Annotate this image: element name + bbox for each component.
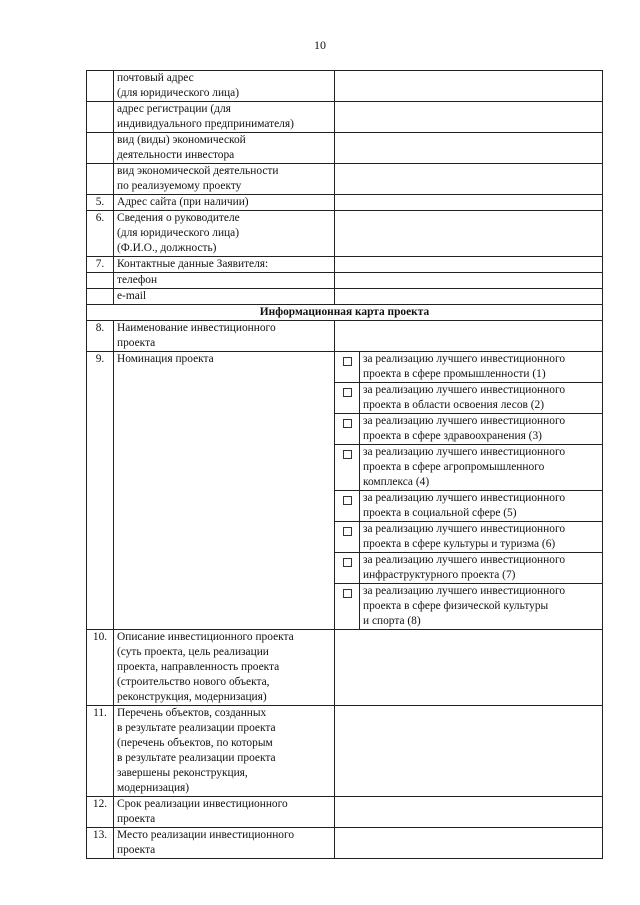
- label-line: проекта, направленность проекта: [117, 661, 280, 673]
- label-line: вид экономической деятельности: [117, 165, 279, 177]
- field-label: [114, 257, 335, 273]
- value-field[interactable]: [335, 706, 603, 797]
- value-field[interactable]: [335, 211, 603, 257]
- nomination-checkbox-cell: [335, 383, 360, 414]
- nomination-option-label: [360, 553, 603, 584]
- value-field[interactable]: [335, 257, 603, 273]
- field-label: [114, 211, 335, 257]
- label-line: Наименование инвестиционного: [117, 322, 276, 334]
- label-line: Срок реализации инвестиционного: [117, 798, 288, 810]
- table-row: [87, 211, 603, 257]
- label-line: проекта в социальной сфере (5): [363, 507, 517, 519]
- nomination-checkbox-cell: [335, 414, 360, 445]
- nomination-checkbox[interactable]: [343, 558, 352, 567]
- nomination-checkbox[interactable]: [343, 388, 352, 397]
- row-number: 10.: [87, 630, 114, 706]
- label-line: инфраструктурного проекта (7): [363, 569, 516, 581]
- label-line: проекта в области освоения лесов (2): [363, 399, 545, 411]
- label-line: Контактные данные Заявителя:: [117, 258, 269, 270]
- label-line: в результате реализации проекта: [117, 752, 276, 764]
- table-row: [87, 273, 603, 289]
- value-field[interactable]: [335, 133, 603, 164]
- value-field[interactable]: [335, 164, 603, 195]
- label-line: деятельности инвестора: [117, 149, 235, 161]
- label-line: проекта в сфере агропромышленного: [363, 461, 545, 473]
- label-line: (строительство нового объекта,: [117, 676, 270, 688]
- label-line: (Ф.И.О., должность): [117, 242, 217, 254]
- nomination-checkbox-cell: [335, 445, 360, 491]
- label-line: индивидуального предпринимателя): [117, 118, 294, 130]
- label-line: по реализуемому проекту: [117, 180, 242, 192]
- value-field[interactable]: [335, 273, 603, 289]
- table-row: [87, 102, 603, 133]
- value-field[interactable]: [335, 102, 603, 133]
- label-line: комплекса (4): [363, 476, 430, 488]
- field-label: Номинация проекта: [114, 352, 335, 630]
- table-row: [87, 133, 603, 164]
- label-line: за реализацию лучшего инвестиционного: [363, 523, 566, 535]
- label-line: проекта: [117, 337, 156, 349]
- field-label: [114, 133, 335, 164]
- field-label: [114, 321, 335, 352]
- row-number: 5.: [87, 195, 114, 211]
- label-line: проекта в сфере физической культуры: [363, 600, 549, 612]
- label-line: за реализацию лучшего инвестиционного: [363, 384, 566, 396]
- label-line: e-mail: [117, 290, 147, 302]
- label-line: Место реализации инвестиционного: [117, 829, 295, 841]
- label-line: проекта: [117, 844, 156, 856]
- nomination-option-label: [360, 352, 603, 383]
- table-row: [87, 289, 603, 305]
- label-line: телефон: [117, 274, 158, 286]
- nomination-option-label: [360, 491, 603, 522]
- label-line: (для юридического лица): [117, 87, 239, 99]
- page-number: 10: [314, 38, 326, 52]
- label-line: проекта: [117, 813, 156, 825]
- value-field[interactable]: [335, 71, 603, 102]
- row-number: 11.: [87, 706, 114, 797]
- row-number: 7.: [87, 257, 114, 273]
- field-label: [114, 71, 335, 102]
- label-line: модернизация): [117, 782, 190, 794]
- table-row: [87, 828, 603, 859]
- nomination-option-label: [360, 383, 603, 414]
- value-field[interactable]: [335, 195, 603, 211]
- label-line: вид (виды) экономической: [117, 134, 246, 146]
- nomination-checkbox[interactable]: [343, 357, 352, 366]
- label-line: проекта в сфере культуры и туризма (6): [363, 538, 556, 550]
- value-field[interactable]: [335, 828, 603, 859]
- field-label: [114, 164, 335, 195]
- label-line: (суть проекта, цель реализации: [117, 646, 269, 658]
- section-title: Информационная карта проекта: [87, 305, 603, 321]
- label-line: за реализацию лучшего инвестиционного: [363, 554, 566, 566]
- label-line: завершены реконструкция,: [117, 767, 248, 779]
- table-row: [87, 706, 603, 797]
- label-line: за реализацию лучшего инвестиционного: [363, 415, 566, 427]
- nomination-checkbox[interactable]: [343, 419, 352, 428]
- value-field[interactable]: [335, 630, 603, 706]
- row-number: 12.: [87, 797, 114, 828]
- nomination-checkbox-cell: [335, 352, 360, 383]
- row-number: 8.: [87, 321, 114, 352]
- row-number: 13.: [87, 828, 114, 859]
- row-number: 9.: [87, 352, 114, 630]
- label-line: и спорта (8): [363, 615, 421, 627]
- table-row: [87, 321, 603, 352]
- table-row: [87, 257, 603, 273]
- nomination-checkbox[interactable]: [343, 496, 352, 505]
- row-number: 6.: [87, 211, 114, 257]
- label-line: за реализацию лучшего инвестиционного: [363, 446, 566, 458]
- label-line: за реализацию лучшего инвестиционного: [363, 353, 566, 365]
- field-label: [114, 630, 335, 706]
- nomination-option-label: [360, 414, 603, 445]
- field-label: [114, 706, 335, 797]
- label-line: (для юридического лица): [117, 227, 239, 239]
- table-row: [87, 797, 603, 828]
- value-field[interactable]: [335, 289, 603, 305]
- field-label: [114, 195, 335, 211]
- section-row: [87, 305, 603, 321]
- field-label: [114, 102, 335, 133]
- label-line: Адрес сайта (при наличии): [117, 196, 249, 208]
- nomination-option-label: [360, 584, 603, 630]
- nomination-checkbox-cell: [335, 491, 360, 522]
- row-number: [87, 133, 114, 164]
- nomination-checkbox[interactable]: [343, 589, 352, 598]
- row-number: [87, 71, 114, 102]
- label-line: реконструкция, модернизация): [117, 691, 267, 703]
- table-row: [87, 71, 603, 102]
- label-line: адрес регистрации (для: [117, 103, 231, 115]
- field-label: [114, 797, 335, 828]
- label-line: в результате реализации проекта: [117, 722, 276, 734]
- nomination-checkbox-cell: [335, 522, 360, 553]
- row-number: [87, 289, 114, 305]
- row-number: [87, 273, 114, 289]
- table-row: [87, 164, 603, 195]
- row-number: [87, 164, 114, 195]
- field-label: [114, 289, 335, 305]
- nomination-checkbox[interactable]: [343, 527, 352, 536]
- label-line: Описание инвестиционного проекта: [117, 631, 294, 643]
- nomination-checkbox-cell: [335, 584, 360, 630]
- field-label: [114, 273, 335, 289]
- label-line: за реализацию лучшего инвестиционного: [363, 585, 566, 597]
- row-number: [87, 102, 114, 133]
- label-line: (перечень объектов, по которым: [117, 737, 273, 749]
- table-row: [87, 195, 603, 211]
- label-line: Сведения о руководителе: [117, 212, 240, 224]
- application-form-table: [86, 70, 603, 859]
- field-label: [114, 828, 335, 859]
- nomination-option-label: [360, 522, 603, 553]
- value-field[interactable]: [335, 321, 603, 352]
- nomination-option-row: [87, 352, 603, 383]
- nomination-checkbox[interactable]: [343, 450, 352, 459]
- nomination-checkbox-cell: [335, 553, 360, 584]
- value-field[interactable]: [335, 797, 603, 828]
- label-line: почтовый адрес: [117, 72, 194, 84]
- label-line: Перечень объектов, созданных: [117, 707, 267, 719]
- label-line: проекта в сфере здравоохранения (3): [363, 430, 542, 442]
- nomination-option-label: [360, 445, 603, 491]
- label-line: проекта в сфере промышленности (1): [363, 368, 546, 380]
- label-line: за реализацию лучшего инвестиционного: [363, 492, 566, 504]
- table-row: [87, 630, 603, 706]
